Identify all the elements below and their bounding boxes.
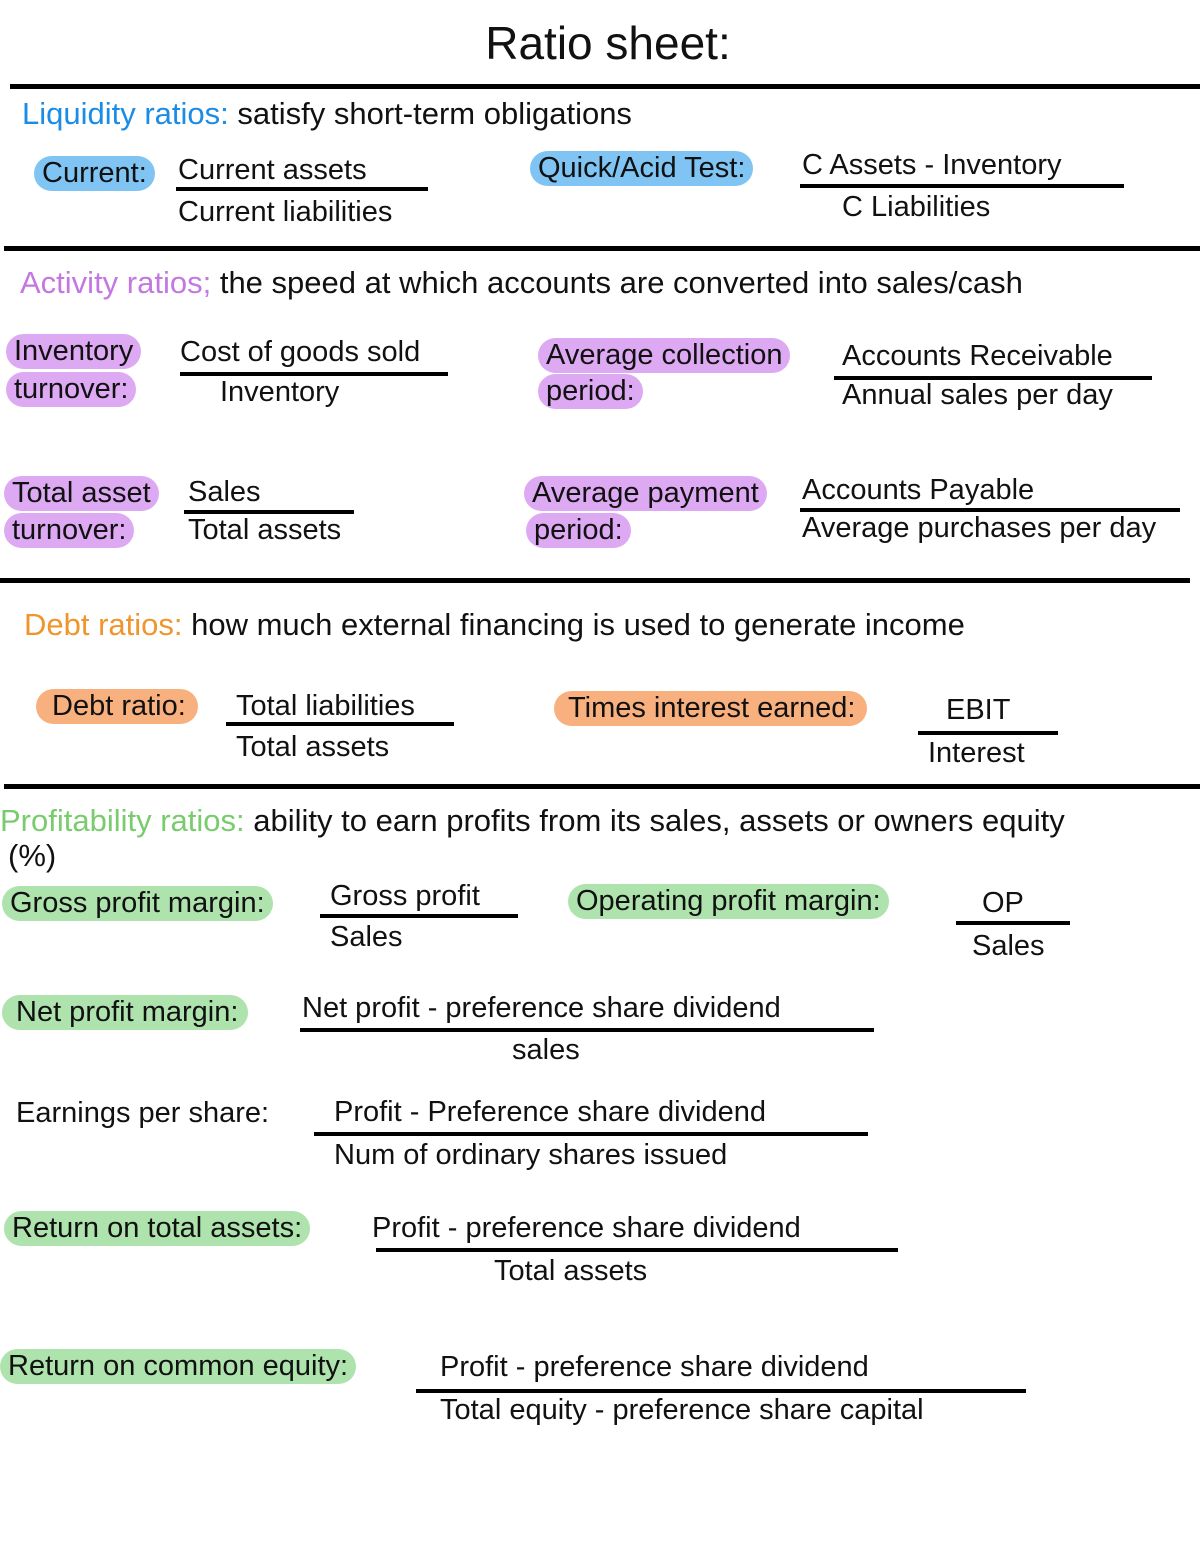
divider [0, 578, 1190, 583]
operating-profit-margin-label: Operating profit margin: [568, 884, 889, 919]
avg-payment-label-line2: period: [526, 513, 631, 548]
avg-collection-label-line2: period: [538, 374, 643, 409]
operating-profit-margin-denominator: Sales [972, 930, 1045, 962]
profitability-heading: Profitability ratios: [0, 803, 245, 838]
fraction-bar [416, 1389, 1026, 1393]
avg-collection-numerator: Accounts Receivable [842, 340, 1113, 372]
avg-collection-label-line1: Average collection [538, 338, 790, 373]
activity-heading: Activity ratios; [20, 265, 212, 300]
liquidity-heading: Liquidity ratios: [22, 96, 229, 131]
total-asset-turnover-label-line2: turnover: [4, 513, 134, 548]
times-interest-numerator: EBIT [946, 694, 1011, 726]
inventory-turnover-numerator: Cost of goods sold [180, 336, 421, 368]
profitability-section-heading [0, 803, 1065, 839]
debt-ratio-numerator: Total liabilities [236, 690, 415, 722]
fraction-bar [800, 184, 1124, 188]
total-asset-turnover-numerator: Sales [188, 476, 261, 508]
fraction-bar [314, 1132, 868, 1136]
quick-ratio-denominator: C Liabilities [842, 191, 991, 223]
roce-label: Return on common equity: [0, 1349, 356, 1384]
current-ratio-numerator: Current assets [178, 154, 367, 186]
roce-numerator: Profit - preference share dividend [440, 1351, 869, 1383]
fraction-bar [918, 731, 1058, 735]
times-interest-denominator: Interest [928, 737, 1025, 769]
eps-label: Earnings per share: [16, 1097, 270, 1129]
fraction-bar [226, 722, 454, 726]
quick-ratio-numerator: C Assets - Inventory [802, 149, 1062, 181]
avg-payment-denominator: Average purchases per day [802, 512, 1157, 544]
net-profit-margin-numerator: Net profit - preference share dividend [302, 992, 781, 1024]
liquidity-desc: satisfy short-term obligations [228, 96, 632, 131]
activity-section-heading [20, 265, 1023, 301]
activity-desc: the speed at which accounts are converted into sales/cash [211, 265, 1023, 300]
debt-ratio-denominator: Total assets [236, 731, 390, 763]
gross-profit-margin-numerator: Gross profit [330, 880, 480, 912]
rota-denominator: Total assets [494, 1255, 648, 1287]
eps-numerator: Profit - Preference share dividend [334, 1096, 766, 1128]
profitability-desc: ability to earn profits from its sales, assets or owners equity [244, 803, 1065, 838]
liquidity-section-heading [22, 96, 632, 132]
debt-heading: Debt ratios: [24, 607, 183, 642]
page-title: Ratio sheet: [485, 17, 731, 69]
profitability-desc-continued: (%) [8, 838, 57, 873]
roce-denominator: Total equity - preference share capital [440, 1394, 924, 1426]
inventory-turnover-label-line2: turnover: [6, 372, 136, 407]
gross-profit-margin-denominator: Sales [330, 921, 403, 953]
inventory-turnover-label-line1: Inventory [6, 334, 141, 369]
current-ratio-denominator: Current liabilities [178, 196, 393, 228]
debt-section-heading [24, 607, 965, 643]
operating-profit-margin-numerator: OP [982, 887, 1024, 919]
fraction-bar [956, 921, 1070, 925]
fraction-bar [376, 1248, 898, 1252]
fraction-bar [300, 1028, 874, 1032]
divider [4, 784, 1200, 789]
debt-desc: how much external financing is used to generate income [182, 607, 965, 642]
times-interest-label: Times interest earned: [554, 691, 867, 726]
net-profit-margin-label: Net profit margin: [2, 995, 248, 1030]
debt-ratio-label: Debt ratio: [36, 689, 198, 724]
avg-payment-numerator: Accounts Payable [802, 474, 1035, 506]
avg-payment-label-line1: Average payment [524, 476, 767, 511]
quick-ratio-label: Quick/Acid Test: [530, 151, 753, 186]
divider [4, 246, 1200, 251]
current-ratio-label: Current: [34, 156, 155, 191]
avg-collection-denominator: Annual sales per day [842, 379, 1113, 411]
gross-profit-margin-label: Gross profit margin: [2, 886, 273, 921]
rota-label: Return on total assets: [4, 1211, 310, 1246]
divider [10, 84, 1200, 89]
fraction-bar [176, 187, 428, 191]
net-profit-margin-denominator: sales [512, 1034, 580, 1066]
inventory-turnover-denominator: Inventory [220, 376, 340, 408]
eps-denominator: Num of ordinary shares issued [334, 1139, 728, 1171]
rota-numerator: Profit - preference share dividend [372, 1212, 801, 1244]
total-asset-turnover-label-line1: Total asset [4, 476, 159, 511]
fraction-bar [320, 914, 518, 918]
total-asset-turnover-denominator: Total assets [188, 514, 342, 546]
